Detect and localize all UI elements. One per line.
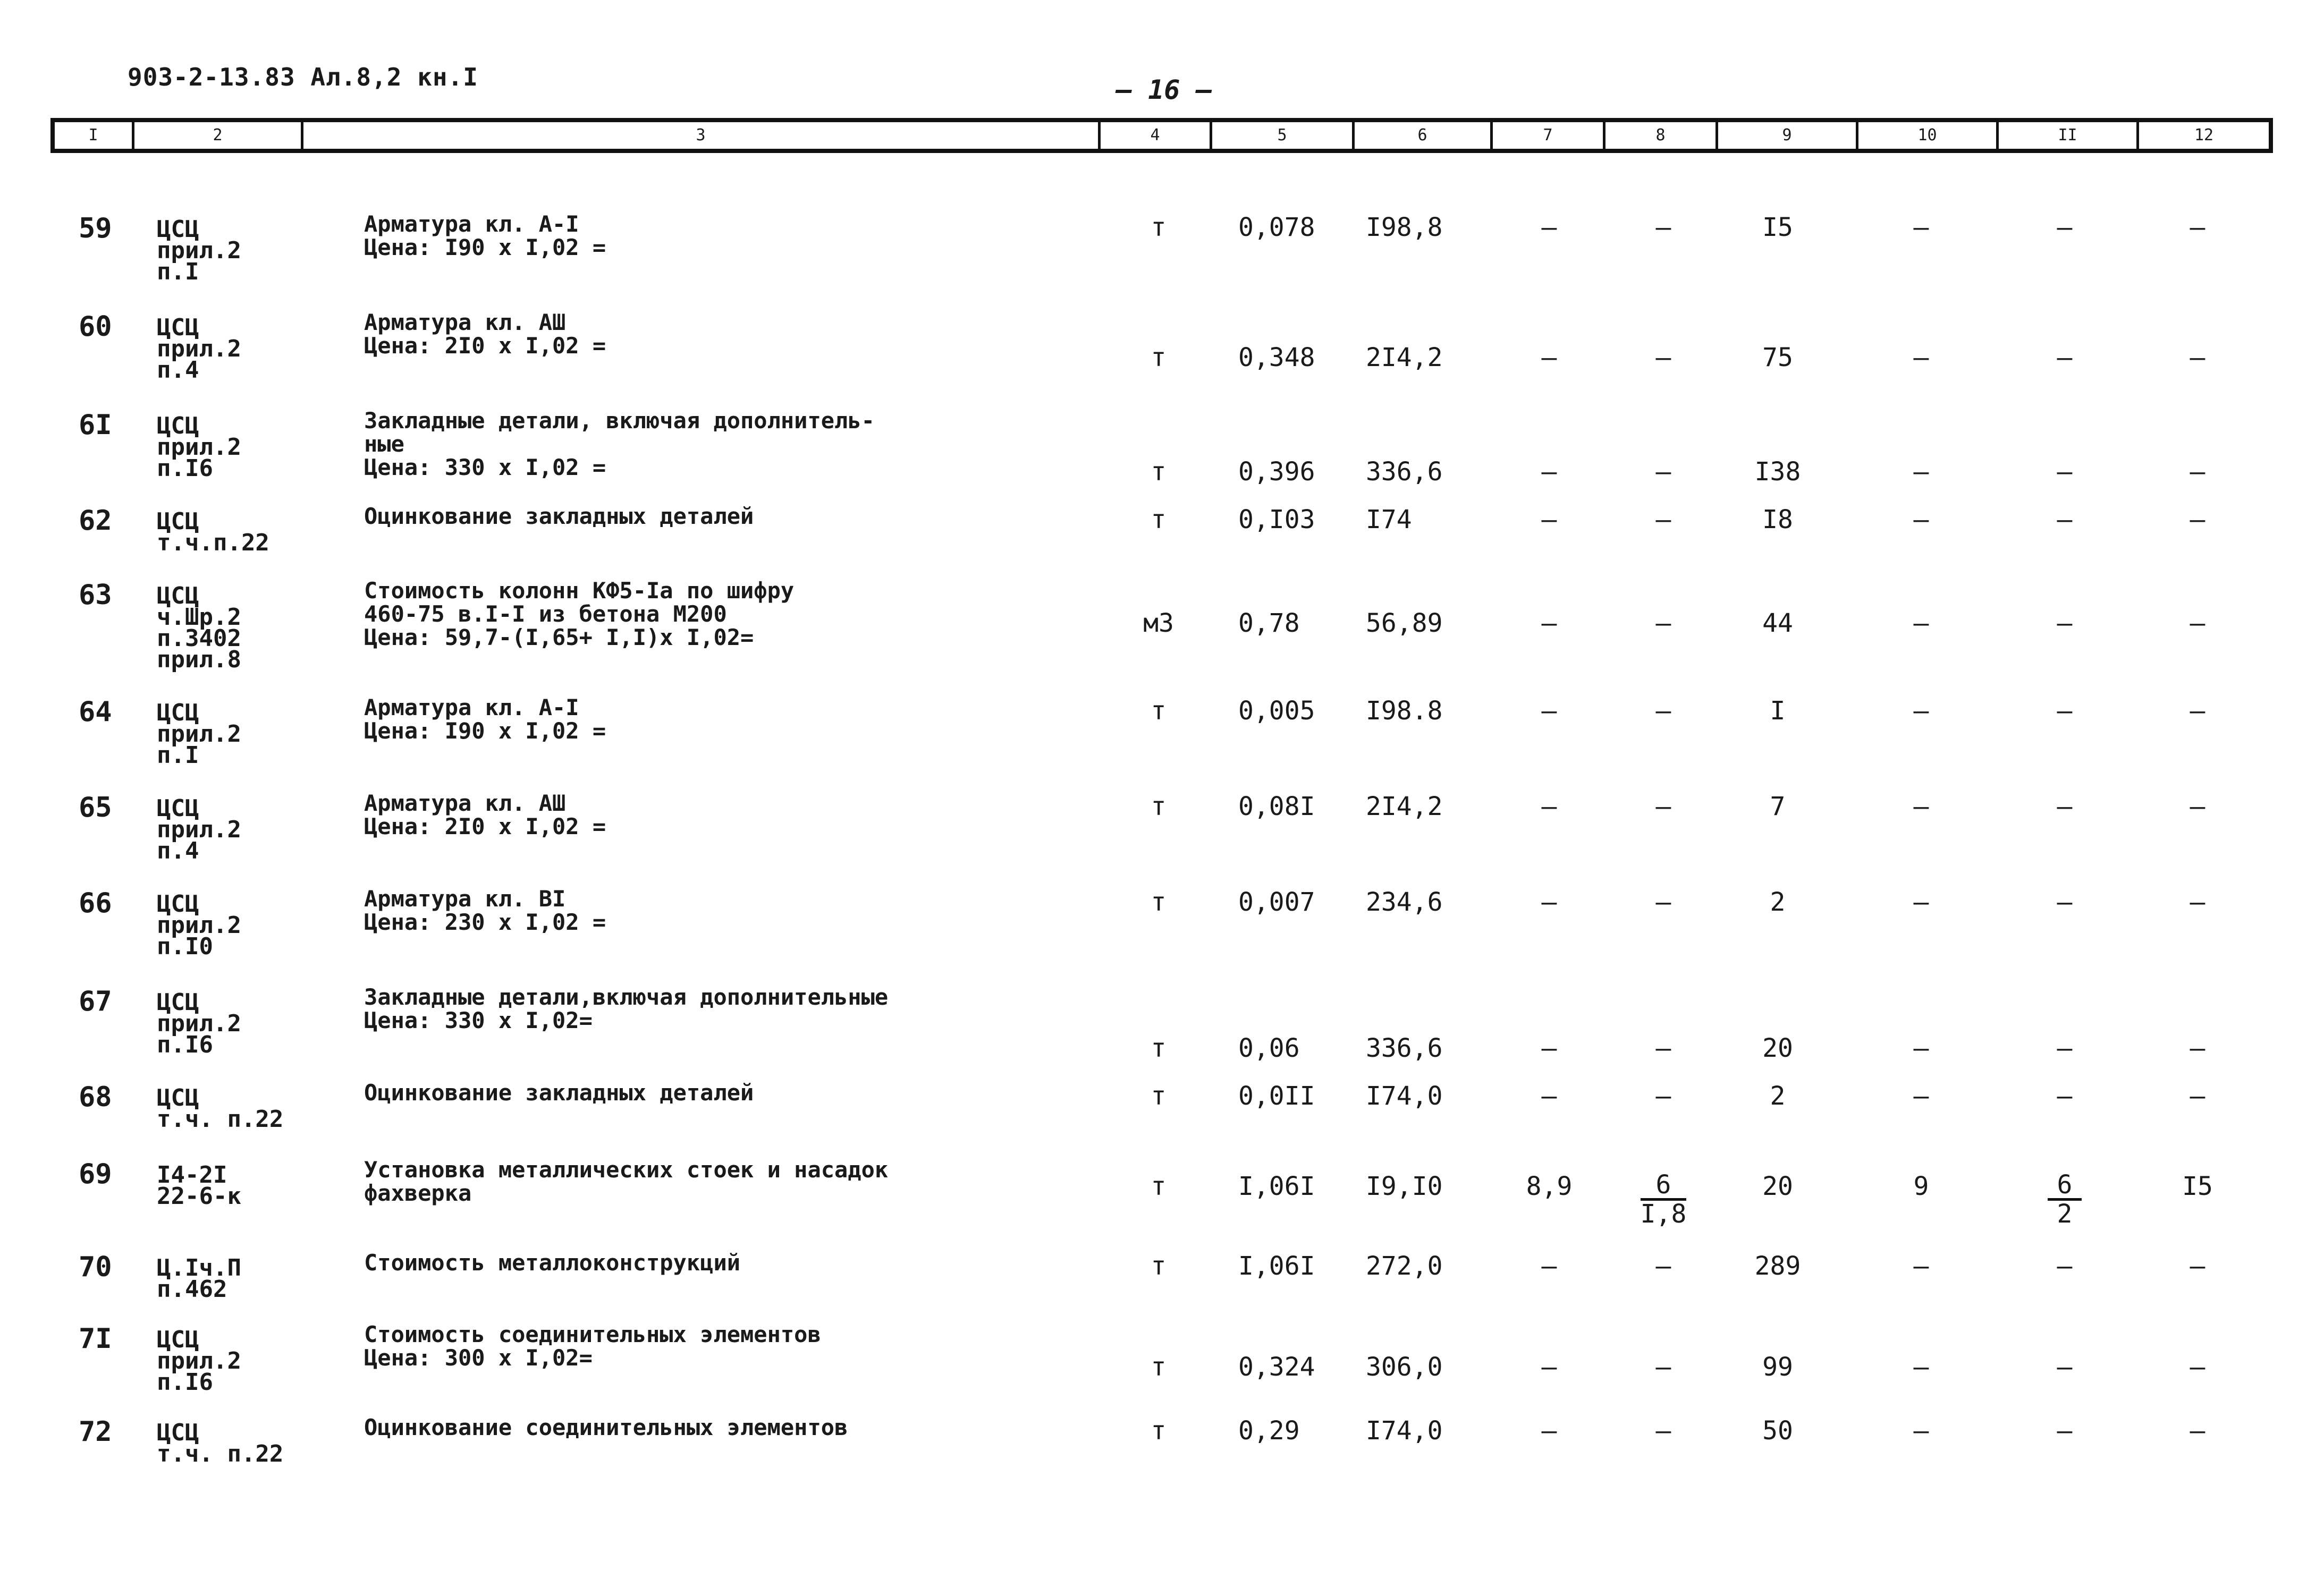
price-cell: 336,6 bbox=[1366, 1033, 1443, 1063]
col11-cell: – bbox=[2057, 213, 2073, 242]
code-line: п.I6 bbox=[157, 1369, 213, 1396]
fraction-denominator: I,8 bbox=[1640, 1199, 1687, 1229]
row-number: 69 bbox=[79, 1158, 112, 1190]
code-line: ЦСЦ bbox=[157, 314, 199, 341]
col12-cell: – bbox=[2190, 887, 2205, 917]
row-number: 70 bbox=[79, 1251, 112, 1283]
col8-cell: – bbox=[1655, 1251, 1671, 1281]
col7-cell: – bbox=[1541, 887, 1557, 917]
description-line: Установка металлических стоек и насадок bbox=[364, 1157, 889, 1183]
col-header-3: 3 bbox=[303, 122, 1101, 149]
col7-cell: – bbox=[1541, 457, 1557, 487]
col10-cell: – bbox=[1913, 887, 1929, 917]
page-number: — 16 — bbox=[1116, 74, 1212, 105]
quantity-cell: 0,348 bbox=[1238, 343, 1315, 372]
col10-cell: – bbox=[1913, 1251, 1929, 1281]
col9-cell: I5 bbox=[1762, 213, 1793, 242]
description-line: Цена: 230 x I,02 = bbox=[364, 909, 606, 935]
code-line: п.4 bbox=[157, 357, 199, 384]
col7-cell: – bbox=[1541, 696, 1557, 726]
row-description bbox=[364, 986, 888, 1032]
code-line: т.ч. п.22 bbox=[157, 1440, 284, 1467]
col7-cell: 8,9 bbox=[1526, 1172, 1573, 1201]
unit-cell: т bbox=[1151, 1172, 1167, 1201]
unit-cell: т bbox=[1151, 1081, 1167, 1111]
col8-fraction bbox=[1616, 1172, 1711, 1229]
code-line: т.ч.п.22 bbox=[157, 529, 269, 556]
row-number: 66 bbox=[79, 887, 112, 919]
col12-cell: – bbox=[2190, 792, 2205, 821]
code-line: ЦСЦ bbox=[157, 216, 199, 243]
col12-cell: – bbox=[2190, 457, 2205, 487]
col8-cell: – bbox=[1655, 1081, 1671, 1111]
code-line: прил.2 bbox=[157, 912, 241, 939]
code-line: ЦСЦ bbox=[157, 1084, 199, 1111]
description-line: Цена: 330 x I,02 = bbox=[364, 454, 606, 480]
col9-cell: I38 bbox=[1754, 457, 1801, 487]
col11-cell: – bbox=[2057, 343, 2073, 372]
description-line: Стоимость металлоконструкций bbox=[364, 1250, 741, 1276]
col11-cell: – bbox=[2057, 696, 2073, 726]
unit-cell: т bbox=[1151, 505, 1167, 534]
col9-cell: 75 bbox=[1762, 343, 1793, 372]
unit-cell: т bbox=[1151, 887, 1167, 917]
description-line: Арматура кл. ВI bbox=[364, 886, 566, 912]
unit-cell: т bbox=[1151, 1033, 1167, 1063]
quantity-cell: 0,I03 bbox=[1238, 505, 1315, 534]
col9-cell: 7 bbox=[1770, 792, 1786, 821]
row-number: 7I bbox=[79, 1323, 112, 1355]
col-header-5: 5 bbox=[1212, 122, 1355, 149]
code-line: п.4 bbox=[157, 837, 199, 864]
col7-cell: – bbox=[1541, 1081, 1557, 1111]
price-cell: 2I4,2 bbox=[1366, 343, 1443, 372]
code-line: п.I0 bbox=[157, 933, 213, 960]
description-line: фахверка bbox=[364, 1180, 472, 1206]
description-line: Цена: 330 x I,02= bbox=[364, 1007, 593, 1033]
code-line: п.I bbox=[157, 742, 199, 769]
row-description bbox=[364, 887, 606, 934]
col12-cell: – bbox=[2190, 1416, 2205, 1446]
col12-cell: – bbox=[2190, 696, 2205, 726]
col7-cell: – bbox=[1541, 505, 1557, 534]
row-number: 59 bbox=[79, 213, 112, 244]
col7-cell: – bbox=[1541, 1251, 1557, 1281]
col11-cell: – bbox=[2057, 1033, 2073, 1063]
row-number: 65 bbox=[79, 792, 112, 824]
col9-cell: 2 bbox=[1770, 1081, 1786, 1111]
col-header-12: 12 bbox=[2194, 126, 2214, 145]
row-description bbox=[364, 1158, 888, 1205]
col8-cell: – bbox=[1655, 1416, 1671, 1446]
row-code bbox=[157, 890, 241, 960]
description-line: Цена: I90 x I,02 = bbox=[364, 718, 606, 744]
document-id: 903-2-13.83 Ал.8,2 кн.I bbox=[128, 63, 478, 91]
unit-cell: т bbox=[1151, 696, 1167, 726]
col8-cell: – bbox=[1655, 792, 1671, 821]
col11-cell: – bbox=[2057, 792, 2073, 821]
col7-cell: – bbox=[1541, 792, 1557, 821]
code-line: п.I6 bbox=[157, 1031, 213, 1058]
unit-cell: т bbox=[1151, 1416, 1167, 1446]
code-line: ЦСЦ bbox=[157, 412, 199, 439]
code-line: 22-6-к bbox=[157, 1183, 241, 1210]
unit-cell: т bbox=[1151, 1251, 1167, 1281]
description-line: Арматура кл. А-I bbox=[364, 694, 579, 720]
price-cell: 336,6 bbox=[1366, 457, 1443, 487]
description-line: Арматура кл. АШ bbox=[364, 790, 566, 816]
description-line: Цена: 300 x I,02= bbox=[364, 1345, 593, 1371]
price-cell: 272,0 bbox=[1366, 1251, 1443, 1281]
description-line: Цена: 2I0 x I,02 = bbox=[364, 813, 606, 839]
code-line: п.3402 bbox=[157, 625, 241, 652]
col9-cell: I8 bbox=[1762, 505, 1793, 534]
row-description bbox=[364, 409, 875, 479]
row-number: 68 bbox=[79, 1081, 112, 1113]
description-line: Арматура кл. АШ bbox=[364, 309, 566, 335]
row-description bbox=[364, 696, 606, 743]
col8-cell: – bbox=[1655, 505, 1671, 534]
col-header-11: II bbox=[1999, 122, 2139, 149]
row-number: 6I bbox=[79, 409, 112, 441]
price-cell: I74,0 bbox=[1366, 1081, 1443, 1111]
quantity-cell: 0,0II bbox=[1238, 1081, 1315, 1111]
code-line: ЦСЦ bbox=[157, 1419, 199, 1446]
row-description bbox=[364, 213, 606, 259]
quantity-cell: 0,08I bbox=[1238, 792, 1315, 821]
unit-cell: т bbox=[1151, 457, 1167, 487]
col7-cell: – bbox=[1541, 1352, 1557, 1382]
unit-cell: т bbox=[1151, 213, 1167, 242]
row-code bbox=[157, 1419, 284, 1467]
col9-cell: 44 bbox=[1762, 608, 1793, 638]
price-cell: I74,0 bbox=[1366, 1416, 1443, 1446]
code-line: I4-2I bbox=[157, 1161, 227, 1189]
quantity-cell: 0,324 bbox=[1238, 1352, 1315, 1382]
col12-cell: – bbox=[2190, 1251, 2205, 1281]
code-line: прил.2 bbox=[157, 335, 241, 362]
col9-cell: 289 bbox=[1754, 1251, 1801, 1281]
column-header-row bbox=[50, 118, 2273, 153]
description-line: Оцинкование соединительных элементов bbox=[364, 1414, 848, 1440]
code-line: ЦСЦ bbox=[157, 582, 199, 609]
row-code bbox=[157, 582, 241, 673]
col10-cell: – bbox=[1913, 343, 1929, 372]
code-line: ЦСЦ bbox=[157, 508, 199, 535]
quantity-cell: 0,78 bbox=[1238, 608, 1300, 638]
quantity-cell: 0,007 bbox=[1238, 887, 1315, 917]
row-description bbox=[364, 1416, 848, 1439]
unit-cell: т bbox=[1151, 1352, 1167, 1382]
col11-cell: – bbox=[2057, 505, 2073, 534]
row-code bbox=[157, 1326, 241, 1396]
col7-cell: – bbox=[1541, 1416, 1557, 1446]
code-line: ЦСЦ bbox=[157, 699, 199, 726]
col9-cell: 50 bbox=[1762, 1416, 1793, 1446]
quantity-cell: 0,06 bbox=[1238, 1033, 1300, 1063]
description-line: Закладные детали,включая дополнительные bbox=[364, 984, 889, 1010]
col10-cell: – bbox=[1913, 792, 1929, 821]
col7-cell: – bbox=[1541, 1033, 1557, 1063]
code-line: прил.2 bbox=[157, 1347, 241, 1374]
quantity-cell: I,06I bbox=[1238, 1172, 1315, 1201]
row-code bbox=[157, 508, 269, 556]
col9-cell: 2 bbox=[1770, 887, 1786, 917]
code-line: п.462 bbox=[157, 1276, 227, 1303]
row-number: 64 bbox=[79, 696, 112, 728]
row-number: 60 bbox=[79, 311, 112, 343]
description-line: Цена: 2I0 x I,02 = bbox=[364, 333, 606, 359]
col11-cell: – bbox=[2057, 608, 2073, 638]
row-description bbox=[364, 1323, 821, 1370]
col-header-6: 6 bbox=[1355, 122, 1493, 149]
col7-cell: – bbox=[1541, 213, 1557, 242]
col12-cell: – bbox=[2190, 213, 2205, 242]
description-line: Арматура кл. А-I bbox=[364, 211, 579, 237]
row-code bbox=[157, 216, 241, 285]
price-cell: I9,I0 bbox=[1366, 1172, 1443, 1201]
col8-cell: – bbox=[1655, 457, 1671, 487]
row-code bbox=[157, 989, 241, 1058]
price-cell: I98.8 bbox=[1366, 696, 1443, 726]
col10-cell: – bbox=[1913, 608, 1929, 638]
code-line: прил.2 bbox=[157, 720, 241, 748]
col-header-10: 10 bbox=[1858, 122, 1999, 149]
col11-cell: – bbox=[2057, 1416, 2073, 1446]
row-code bbox=[157, 1254, 241, 1303]
col10-cell: 9 bbox=[1913, 1172, 1929, 1201]
row-number: 62 bbox=[79, 505, 112, 537]
code-line: ЦСЦ bbox=[157, 890, 199, 918]
col9-cell: 99 bbox=[1762, 1352, 1793, 1382]
row-code bbox=[157, 1084, 284, 1133]
quantity-cell: 0,29 bbox=[1238, 1416, 1300, 1446]
unit-cell: т bbox=[1151, 792, 1167, 821]
row-description bbox=[364, 1251, 740, 1275]
description-line: Стоимость колонн КФ5-Iа по шифру bbox=[364, 578, 795, 604]
row-code bbox=[157, 699, 241, 769]
fraction-numerator: 6 bbox=[2048, 1172, 2082, 1201]
col11-cell: – bbox=[2057, 1081, 2073, 1111]
quantity-cell: 0,005 bbox=[1238, 696, 1315, 726]
code-line: п.I6 bbox=[157, 455, 213, 482]
col10-cell: – bbox=[1913, 1352, 1929, 1382]
col8-cell: – bbox=[1655, 343, 1671, 372]
col-header-8: 8 bbox=[1605, 122, 1718, 149]
col-header-7: 7 bbox=[1493, 122, 1605, 149]
quantity-cell: I,06I bbox=[1238, 1251, 1315, 1281]
row-code bbox=[157, 1161, 241, 1210]
fraction bbox=[2048, 1172, 2082, 1227]
col10-cell: – bbox=[1913, 457, 1929, 487]
price-cell: 234,6 bbox=[1366, 887, 1443, 917]
quantity-cell: 0,078 bbox=[1238, 213, 1315, 242]
col11-cell: – bbox=[2057, 1352, 2073, 1382]
col11-cell: – bbox=[2057, 457, 2073, 487]
row-number: 63 bbox=[79, 579, 112, 611]
code-line: прил.8 bbox=[157, 646, 241, 673]
col10-cell: – bbox=[1913, 696, 1929, 726]
row-description bbox=[364, 505, 754, 528]
description-line: Цена: I90 x I,02 = bbox=[364, 234, 606, 260]
col11-cell: – bbox=[2057, 887, 2073, 917]
description-line: ные bbox=[364, 431, 404, 457]
col8-cell: – bbox=[1655, 887, 1671, 917]
col9-cell: 20 bbox=[1762, 1172, 1793, 1201]
price-cell: 306,0 bbox=[1366, 1352, 1443, 1382]
col12-cell: – bbox=[2190, 505, 2205, 534]
col10-cell: – bbox=[1913, 1081, 1929, 1111]
price-cell: 2I4,2 bbox=[1366, 792, 1443, 821]
col12-cell: I5 bbox=[2182, 1172, 2213, 1201]
col-header-9: 9 bbox=[1718, 122, 1858, 149]
code-line: ЦСЦ bbox=[157, 1326, 199, 1353]
col8-cell: – bbox=[1655, 213, 1671, 242]
description-line: Стоимость соединительных элементов bbox=[364, 1321, 821, 1347]
description-line: Закладные детали, включая дополнитель- bbox=[364, 408, 875, 434]
col7-cell: – bbox=[1541, 608, 1557, 638]
description-line: 460-75 в.I-I из бетона М200 bbox=[364, 601, 727, 627]
col11-cell: – bbox=[2057, 1251, 2073, 1281]
col10-cell: – bbox=[1913, 505, 1929, 534]
code-line: прил.2 bbox=[157, 1010, 241, 1037]
code-line: прил.2 bbox=[157, 434, 241, 461]
row-description bbox=[364, 1081, 754, 1105]
price-cell: 56,89 bbox=[1366, 608, 1443, 638]
code-line: прил.2 bbox=[157, 237, 241, 264]
unit-cell: т bbox=[1151, 343, 1167, 372]
row-code bbox=[157, 412, 241, 482]
description-line: Оцинкование закладных деталей bbox=[364, 503, 754, 529]
row-number: 67 bbox=[79, 986, 112, 1017]
quantity-cell: 0,396 bbox=[1238, 457, 1315, 487]
price-cell: I74 bbox=[1366, 505, 1412, 534]
col-header-4: 4 bbox=[1101, 122, 1212, 149]
row-code bbox=[157, 795, 241, 864]
fraction-denominator: 2 bbox=[2057, 1199, 2073, 1229]
col10-cell: – bbox=[1913, 1416, 1929, 1446]
fraction bbox=[1641, 1172, 1687, 1227]
col8-cell: – bbox=[1655, 608, 1671, 638]
col-header-1: I bbox=[55, 122, 134, 149]
code-line: ЦСЦ bbox=[157, 795, 199, 822]
description-line: Цена: 59,7-(I,65+ I,I)x I,02= bbox=[364, 624, 754, 650]
code-line: прил.2 bbox=[157, 816, 241, 843]
row-description bbox=[364, 311, 606, 358]
code-line: ЦСЦ bbox=[157, 989, 199, 1016]
code-line: п.I bbox=[157, 258, 199, 285]
col12-cell: – bbox=[2190, 1352, 2205, 1382]
code-line: т.ч. п.22 bbox=[157, 1106, 284, 1133]
col-header-2: 2 bbox=[134, 122, 303, 149]
code-line: Ц.Iч.П bbox=[157, 1254, 241, 1282]
fraction-numerator: 6 bbox=[1641, 1172, 1687, 1201]
col8-cell: – bbox=[1655, 696, 1671, 726]
col12-cell: – bbox=[2190, 608, 2205, 638]
col11-fraction bbox=[2019, 1172, 2110, 1229]
col10-cell: – bbox=[1913, 213, 1929, 242]
unit-cell: м3 bbox=[1143, 608, 1174, 638]
description-line: Оцинкование закладных деталей bbox=[364, 1080, 754, 1106]
col12-cell: – bbox=[2190, 1081, 2205, 1111]
col10-cell: – bbox=[1913, 1033, 1929, 1063]
row-description bbox=[364, 579, 794, 649]
row-code bbox=[157, 314, 241, 384]
col8-cell: – bbox=[1655, 1352, 1671, 1382]
row-description bbox=[364, 792, 606, 838]
col8-cell: – bbox=[1655, 1033, 1671, 1063]
price-cell: I98,8 bbox=[1366, 213, 1443, 242]
row-number: 72 bbox=[79, 1416, 112, 1448]
col12-cell: – bbox=[2190, 343, 2205, 372]
col7-cell: – bbox=[1541, 343, 1557, 372]
col12-cell: – bbox=[2190, 1033, 2205, 1063]
col9-cell: 20 bbox=[1762, 1033, 1793, 1063]
col9-cell: I bbox=[1770, 696, 1786, 726]
code-line: ч.Шр.2 bbox=[157, 604, 241, 631]
